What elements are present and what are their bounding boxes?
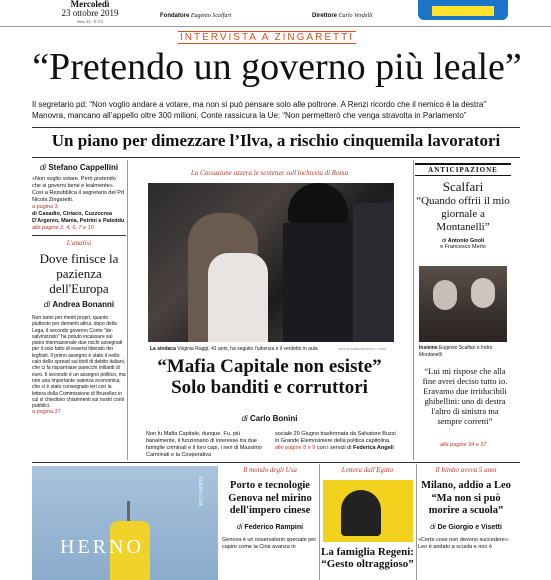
regeni-silhouette (341, 490, 381, 536)
service-label: con i servizi di (316, 445, 352, 451)
main-headline[interactable]: “Pretendo un governo più leale” (32, 46, 522, 88)
left-byline (32, 163, 126, 172)
second-headline[interactable]: Un piano per dimezzare l’Ilva, a rischio cinquemila lavoratori (51, 131, 501, 150)
mid-kicker: La Cassazione azzera le sentenze sull'inchiesta di Roma (190, 169, 349, 177)
column-rule (319, 464, 320, 580)
left-page-ref[interactable]: a pagina 3 (32, 204, 58, 210)
byline-name: Carlo Bonini (249, 414, 298, 423)
byline-prefix: di (43, 300, 51, 309)
analysis-byline (32, 300, 126, 309)
photo-face-right (471, 278, 495, 308)
byline-name: Stefano Cappellini (48, 163, 119, 172)
byline-prefix: di (441, 238, 447, 244)
byline-prefix: di (236, 523, 243, 531)
regeni-photo[interactable] (323, 480, 413, 542)
byline-prefix: di (39, 163, 47, 172)
byline-name: Andrea Bonanni (52, 300, 115, 309)
mafia-headline-line1: “Mafia Capitale non esiste” (157, 356, 382, 377)
divider (32, 462, 520, 463)
leo-byline (418, 524, 514, 531)
ad-side-text: HERNO.COM (197, 476, 202, 506)
regeni-title[interactable]: La famiglia Regeni: “Gesto oltraggioso” (321, 546, 414, 570)
photo-caption (150, 346, 370, 353)
leo-label: Il bimbo aveva 5 anni (435, 466, 497, 474)
founder-name: Eugenio Scalfari (190, 13, 232, 19)
deck-line-2: Manovra, mancano all’appello oltre 300 milioni. Conte rassicura la Ue: “Non permetterò che venga stravolta in Parlamento” (32, 111, 467, 120)
analysis-title[interactable]: Dove finisce la pazienza dell'Europa (39, 251, 119, 296)
byline-name: Federico Rampini (244, 523, 304, 531)
divider (32, 235, 126, 236)
analysis-page-ref[interactable]: a pagina 37 (32, 409, 61, 416)
right-excerpt: “Lui mi rispose che alla fine avrei deciso tutto io. Eravamo due irriducibili ghibellini: uno di destra l'altro di sinistra ma sempre corretti” (422, 366, 508, 426)
leo-story (418, 466, 514, 551)
usa-byline (222, 524, 318, 531)
issue-date-text: 23 ottobre 2019 (61, 8, 119, 18)
byline-prefix: di (430, 523, 436, 531)
caption-text: Eugenio Scalfari e Indro Montanelli (419, 345, 493, 358)
byline-name: Antonio Gnoli (447, 238, 485, 244)
right-column (415, 163, 511, 250)
service-name: Federica Angeli (352, 445, 394, 451)
right-pages-ref[interactable]: alle pagine 34 e 37 (440, 442, 487, 448)
left-pages-ref[interactable]: alle pagine 2, 4, 6, 7 e 10 (32, 225, 94, 231)
left-contributors: di Casadio, Ciriaco, Cuzzocrea D'Argenio, Mania, Petrini e Paleddu (32, 211, 125, 224)
mafia-headline-line2: Solo banditi e corruttori (171, 377, 368, 398)
usa-body: Genova è un osservatorio speciale per capire come la Cina avanza in (222, 536, 317, 550)
regeni-story (321, 466, 414, 570)
raggi-photo[interactable] (148, 183, 394, 342)
photo-figure-shirt (208, 253, 268, 342)
mafia-byline (128, 414, 411, 423)
analysis-body: Non tanto per meriti propri, quanto piuttosto per demeriti altrui, dopo della Lega, il secondo governo Conte "de-salvinizzato" ha potuto incassare sul piano internazionale due rischi assegnati per il solo fatto di essersi liberato dei leghisti. Il primo assegno è stato il netto calo dello spread sui titoli di debito italiani, che ci fa risparmiare parecchi miliardi di euro. Il secondo è un assegno politico, ma non una importante valenza economica, che ci è stato consegnato ieri con la lettera della Commissione di Bruxelles in cui si chiedono chiarimenti sui nostri conti pubblici. (32, 315, 126, 410)
left-column (32, 163, 126, 416)
photo-carabiniere-hat (288, 183, 348, 223)
regeni-label: Lettera dall'Egitto (341, 466, 394, 474)
usa-label: Il mondo degli Usa (243, 466, 297, 474)
mafia-headline[interactable] (128, 356, 411, 398)
divider (32, 127, 520, 128)
right-caption (419, 345, 511, 359)
right-byline-2: e Francesco Merlo (440, 244, 486, 250)
founder-label: Fondatore (160, 13, 190, 19)
director-name: Carlo Verdelli (338, 13, 373, 19)
promo-badge[interactable] (418, 0, 508, 20)
caption-text: Virginia Raggi, 41 anni, ha seguito l'udienza e il verdetto in aula (177, 346, 318, 352)
photo-credit: FOTO DI FABIO FRUSTACI / ANSA (338, 347, 386, 351)
director-credit (312, 13, 372, 19)
column-rule (413, 160, 414, 460)
caption-label: La sindaca (150, 346, 176, 352)
byline-prefix: di (241, 414, 248, 423)
body-right-text: sociale 29 Giugno trasformata da Salvatore Buzzi in Grande Elemosiniere della politica capitolina. (275, 431, 396, 444)
issue-meta: Anno 44 - N 251 (76, 19, 104, 24)
right-label: ANTICIPAZIONE (415, 163, 511, 176)
analysis-label: L'analisi (66, 239, 92, 247)
leo-title[interactable]: Milano, addio a Leo “Ma non si può morire a scuola” (421, 480, 511, 516)
deck-line-1: Il segretario pd: “Non voglio andare a votare, ma non si può pensare solo alle poltrone. A Renzi ricordo che il nemico è la destra” (32, 100, 487, 109)
ad-brand: HERNO (60, 536, 144, 558)
director-label: Direttore (312, 13, 338, 19)
right-name: Scalfari (442, 179, 484, 194)
founder-credit (160, 13, 231, 19)
usa-story (222, 466, 318, 551)
photo-face-left (433, 280, 457, 310)
promo-badge-inner (432, 6, 494, 16)
leo-body: «Certe cose non devono succedere». Leo è andato a scuola e non è (418, 536, 510, 550)
main-deck (32, 99, 520, 121)
issue-date (50, 0, 130, 24)
right-quote[interactable]: “Quando offrii il mio giornale a Montanelli” (416, 195, 510, 233)
usa-title[interactable]: Porto e tecnologie Genova nel mirino dell'impero cinese (228, 480, 312, 516)
scalfari-photo[interactable] (419, 266, 507, 342)
mafia-body-right (275, 431, 397, 452)
byline-name: De Giorgio e Visetti (437, 523, 502, 531)
photo-carabiniere-uniform (283, 223, 363, 342)
issue-day: Mercoledì (70, 0, 110, 9)
top-kicker: INTERVISTA A ZINGARETTI (180, 32, 354, 43)
mafia-body-left: Non fu Mafia Capitale, dunque. Fu, più banalmente, il funzionario di interesse tra due famiglie criminali e il loro capi, i neri di Massimo Carminati e la Cooperativa (146, 431, 262, 458)
mafia-pages-ref[interactable]: alle pagine 8 e 9 (275, 445, 316, 451)
photo-carabiniere-second (353, 203, 394, 342)
divider (32, 157, 520, 158)
caption-label: Insieme (419, 345, 438, 351)
column-rule (416, 464, 417, 580)
left-body: «Non voglio votare. Però pretendo che si governi bene e lealmente». Così a Repubblica il segretario del Pd Nicola Zingaretti. (32, 176, 125, 203)
herno-ad[interactable] (32, 466, 218, 580)
